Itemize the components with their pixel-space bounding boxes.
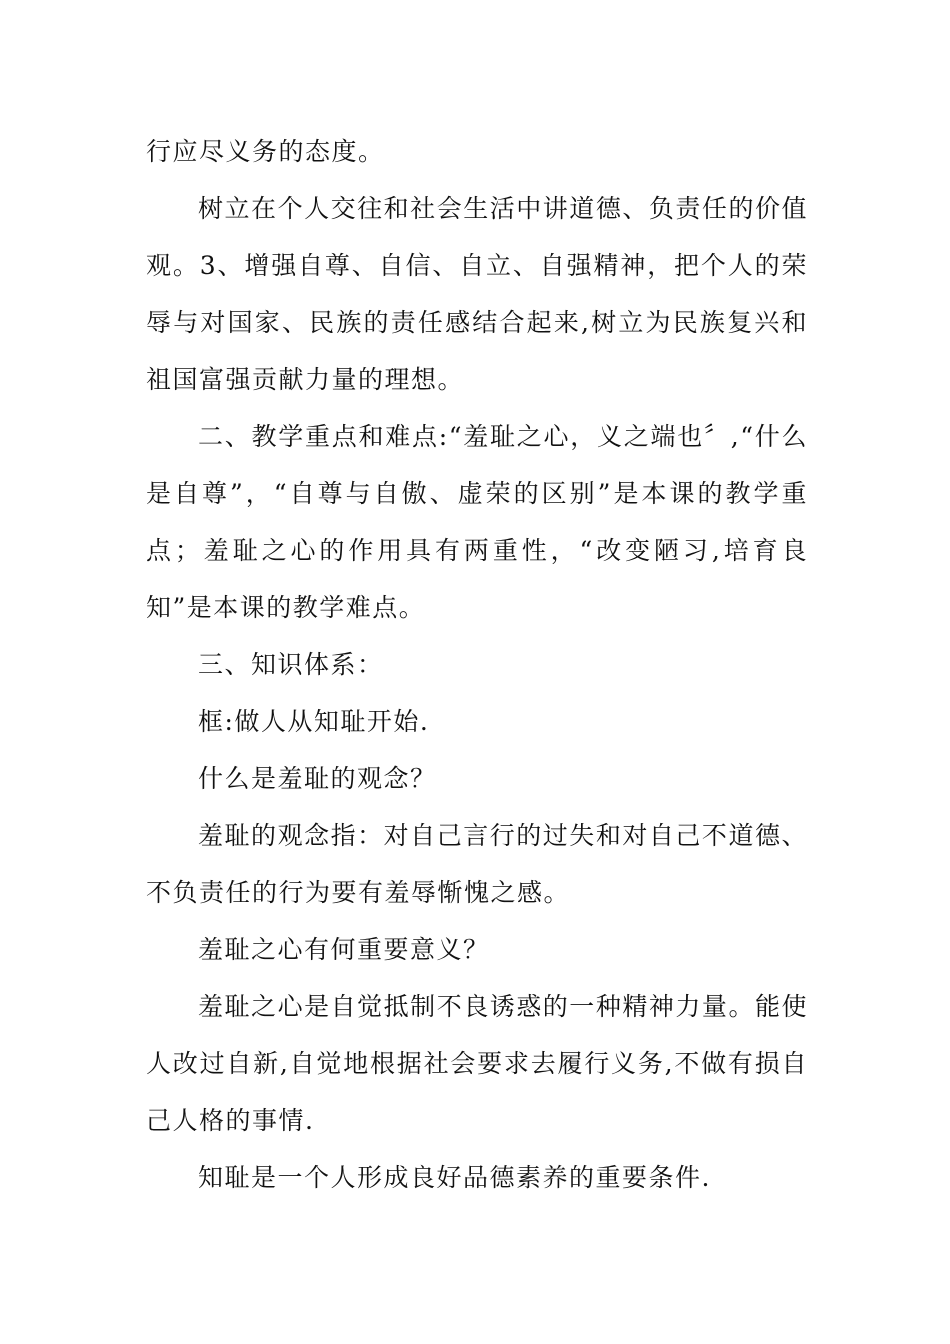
- paragraph-values: 树立在个人交往和社会生活中讲道德、负责任的价值观。3、增强自尊、自信、自立、自强精神，把个人的荣辱与对国家、民族的责任感结合起来,树立为民族复兴和祖国富强贡献力量的理想。: [146, 194, 808, 394]
- paragraph-answer-shame-concept: 羞耻的观念指：对自己言行的过失和对自己不道德、不负责任的行为要有羞辱惭愧之感。: [146, 821, 808, 907]
- document-body: [146, 123, 808, 1206]
- paragraph-key-points: 二、教学重点和难点:“羞耻之心，义之端也〞,“什么是自尊”，“自尊与自傲、虚荣的区别”是本课的教学重点；羞耻之心的作用具有两重性，“改变陋习,培育良知”是本课的教学难点。: [146, 422, 808, 622]
- paragraph-answer-significance: 羞耻之心是自觉抵制不良诱惑的一种精神力量。能使人改过自新,自觉地根据社会要求去履行义务,不做有损自己人格的事情.: [146, 992, 808, 1135]
- paragraph-frame-title: 框:做人从知耻开始.: [198, 707, 430, 736]
- paragraph-question-shame-concept: 什么是羞耻的观念？: [198, 764, 437, 793]
- paragraph-continuation: 行应尽义务的态度。: [146, 137, 385, 166]
- paragraph-question-significance: 羞耻之心有何重要意义？: [198, 935, 490, 964]
- paragraph-conclusion: 知耻是一个人形成良好品德素养的重要条件.: [198, 1163, 711, 1192]
- paragraph-knowledge-system-heading: 三、知识体系：: [198, 650, 384, 679]
